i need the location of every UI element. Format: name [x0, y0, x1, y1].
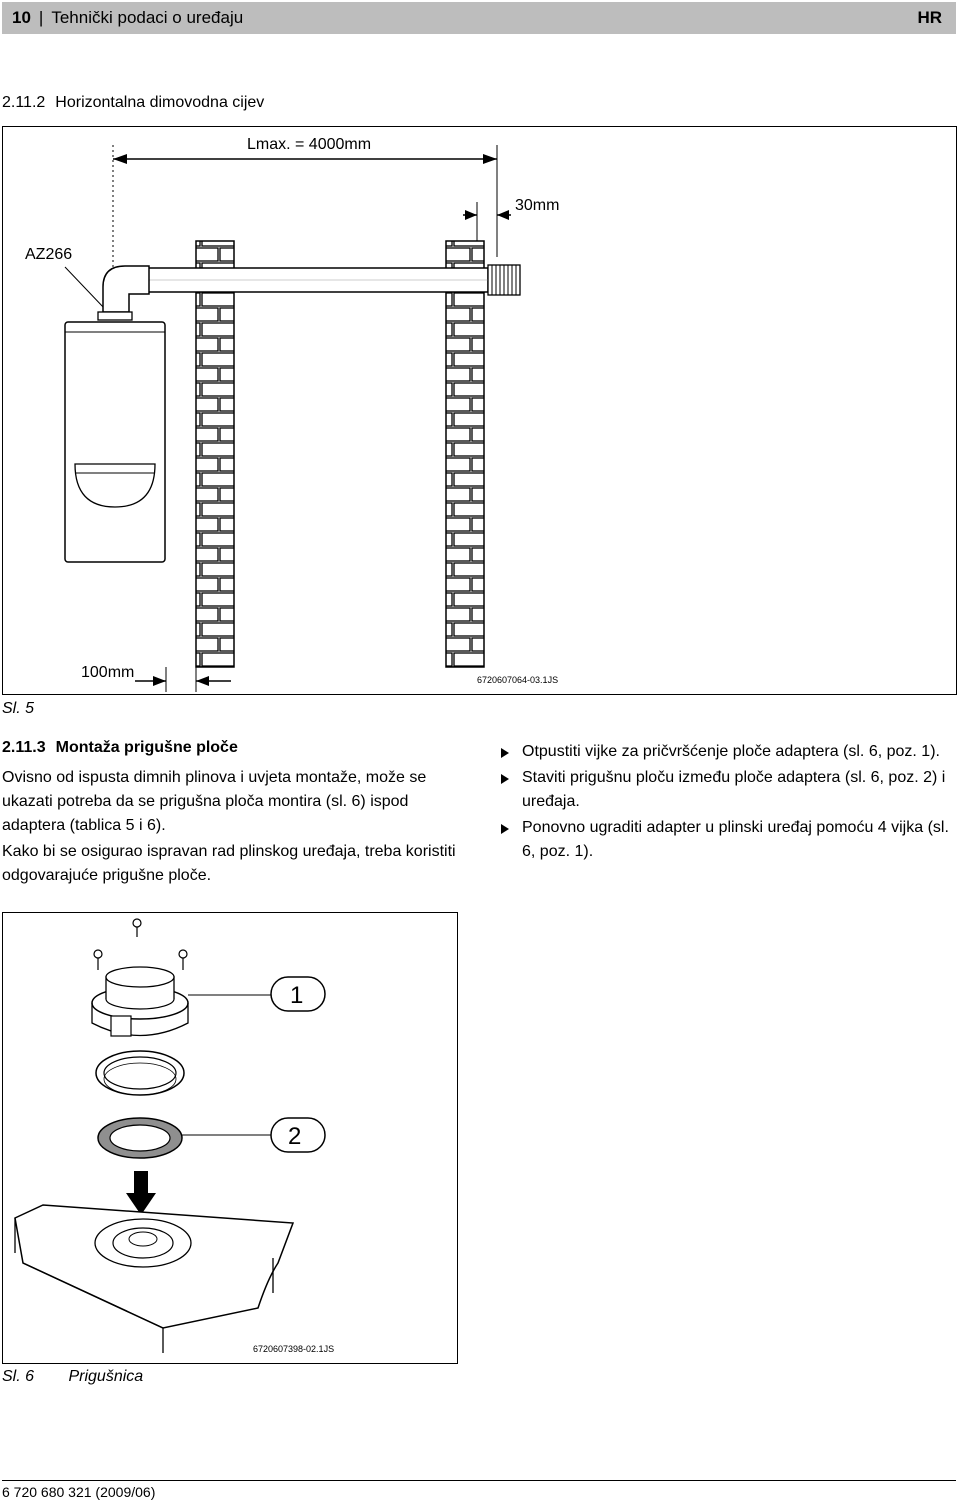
- adapter-collar: [98, 312, 132, 320]
- figure-6-code: 6720607398-02.1JS: [253, 1344, 335, 1354]
- label-100mm: 100mm: [81, 664, 135, 681]
- figure-5-code: 6720607064-03.1JS: [477, 675, 559, 685]
- figure-6-drawing: [3, 913, 457, 1363]
- heading-horizontal-flue: [2, 94, 264, 112]
- boiler-unit: [65, 322, 165, 562]
- figure-6-caption: [2, 1368, 143, 1386]
- down-arrow-icon: [126, 1171, 156, 1215]
- header-section-title: Tehnički podaci o uređaju: [51, 8, 244, 27]
- figure-5-caption: Sl. 5: [2, 700, 35, 717]
- header-separator: |: [38, 8, 44, 27]
- step-item: Ponovno ugraditi adapter u plinski uređaj pomoću 4 vijka (sl. 6, poz. 1).: [498, 816, 954, 864]
- brick-wall-left: [196, 241, 234, 667]
- figure-6-caption-text: Prigušnica: [68, 1368, 144, 1385]
- arrow-head: [196, 676, 209, 686]
- heading-title: Horizontalna dimovodna cijev: [55, 94, 265, 111]
- footer-doc-number: 6 720 680 321 (2009/06): [2, 1484, 156, 1500]
- heading-number: 2.11.3: [2, 739, 46, 756]
- heading-restrictor-mounting: [2, 739, 238, 757]
- screw-icon: [179, 950, 187, 970]
- paragraph: Kako bi se osigurao ispravan rad plinskog uređaja, treba koristiti odgovarajuće prigušne ploče.: [2, 843, 456, 884]
- figure-5: [2, 126, 957, 695]
- arrow-head: [113, 154, 127, 164]
- screw-icon: [94, 950, 102, 970]
- footer-divider: [2, 1480, 956, 1481]
- page-header: [2, 2, 956, 34]
- arrow-head: [483, 154, 497, 164]
- left-column-text: [2, 766, 462, 890]
- right-column-steps: [498, 740, 954, 866]
- heading-title: Montaža prigušne ploče: [55, 739, 238, 756]
- header-language: HR: [917, 8, 942, 27]
- arrow-head: [465, 210, 477, 220]
- page-number: 10: [12, 8, 31, 27]
- brick-wall-right: [446, 241, 484, 667]
- step-item: Staviti prigušnu ploču između ploče adaptera (sl. 6, poz. 2) i uređaja.: [498, 766, 954, 814]
- heading-number: 2.11.2: [2, 94, 46, 111]
- elbow-az266: [103, 266, 149, 312]
- label-az266: AZ266: [25, 246, 73, 263]
- figure-6: [2, 912, 458, 1364]
- adapter-test-port: [111, 1016, 131, 1036]
- arrow-head: [497, 210, 509, 220]
- step-item: Otpustiti vijke za pričvršćenje ploče adaptera (sl. 6, poz. 1).: [498, 740, 954, 764]
- label-30mm: 30mm: [515, 197, 560, 214]
- callout-2-label: 2: [288, 1123, 302, 1150]
- callout-1-label: 1: [290, 982, 304, 1009]
- screw-icon: [133, 919, 141, 937]
- arrow-head: [153, 676, 166, 686]
- leader-line: [65, 267, 105, 309]
- lmax-label: Lmax. = 4000mm: [247, 136, 372, 153]
- figure-6-caption-number: Sl. 6: [2, 1368, 35, 1385]
- paragraph: Ovisno od ispusta dimnih plinova i uvjeta montaže, može se ukazati potreba da se prigušna ploča montira (sl. 6) ispod adaptera (tablica 5 i 6).: [2, 769, 427, 834]
- figure-5-drawing: [3, 127, 956, 694]
